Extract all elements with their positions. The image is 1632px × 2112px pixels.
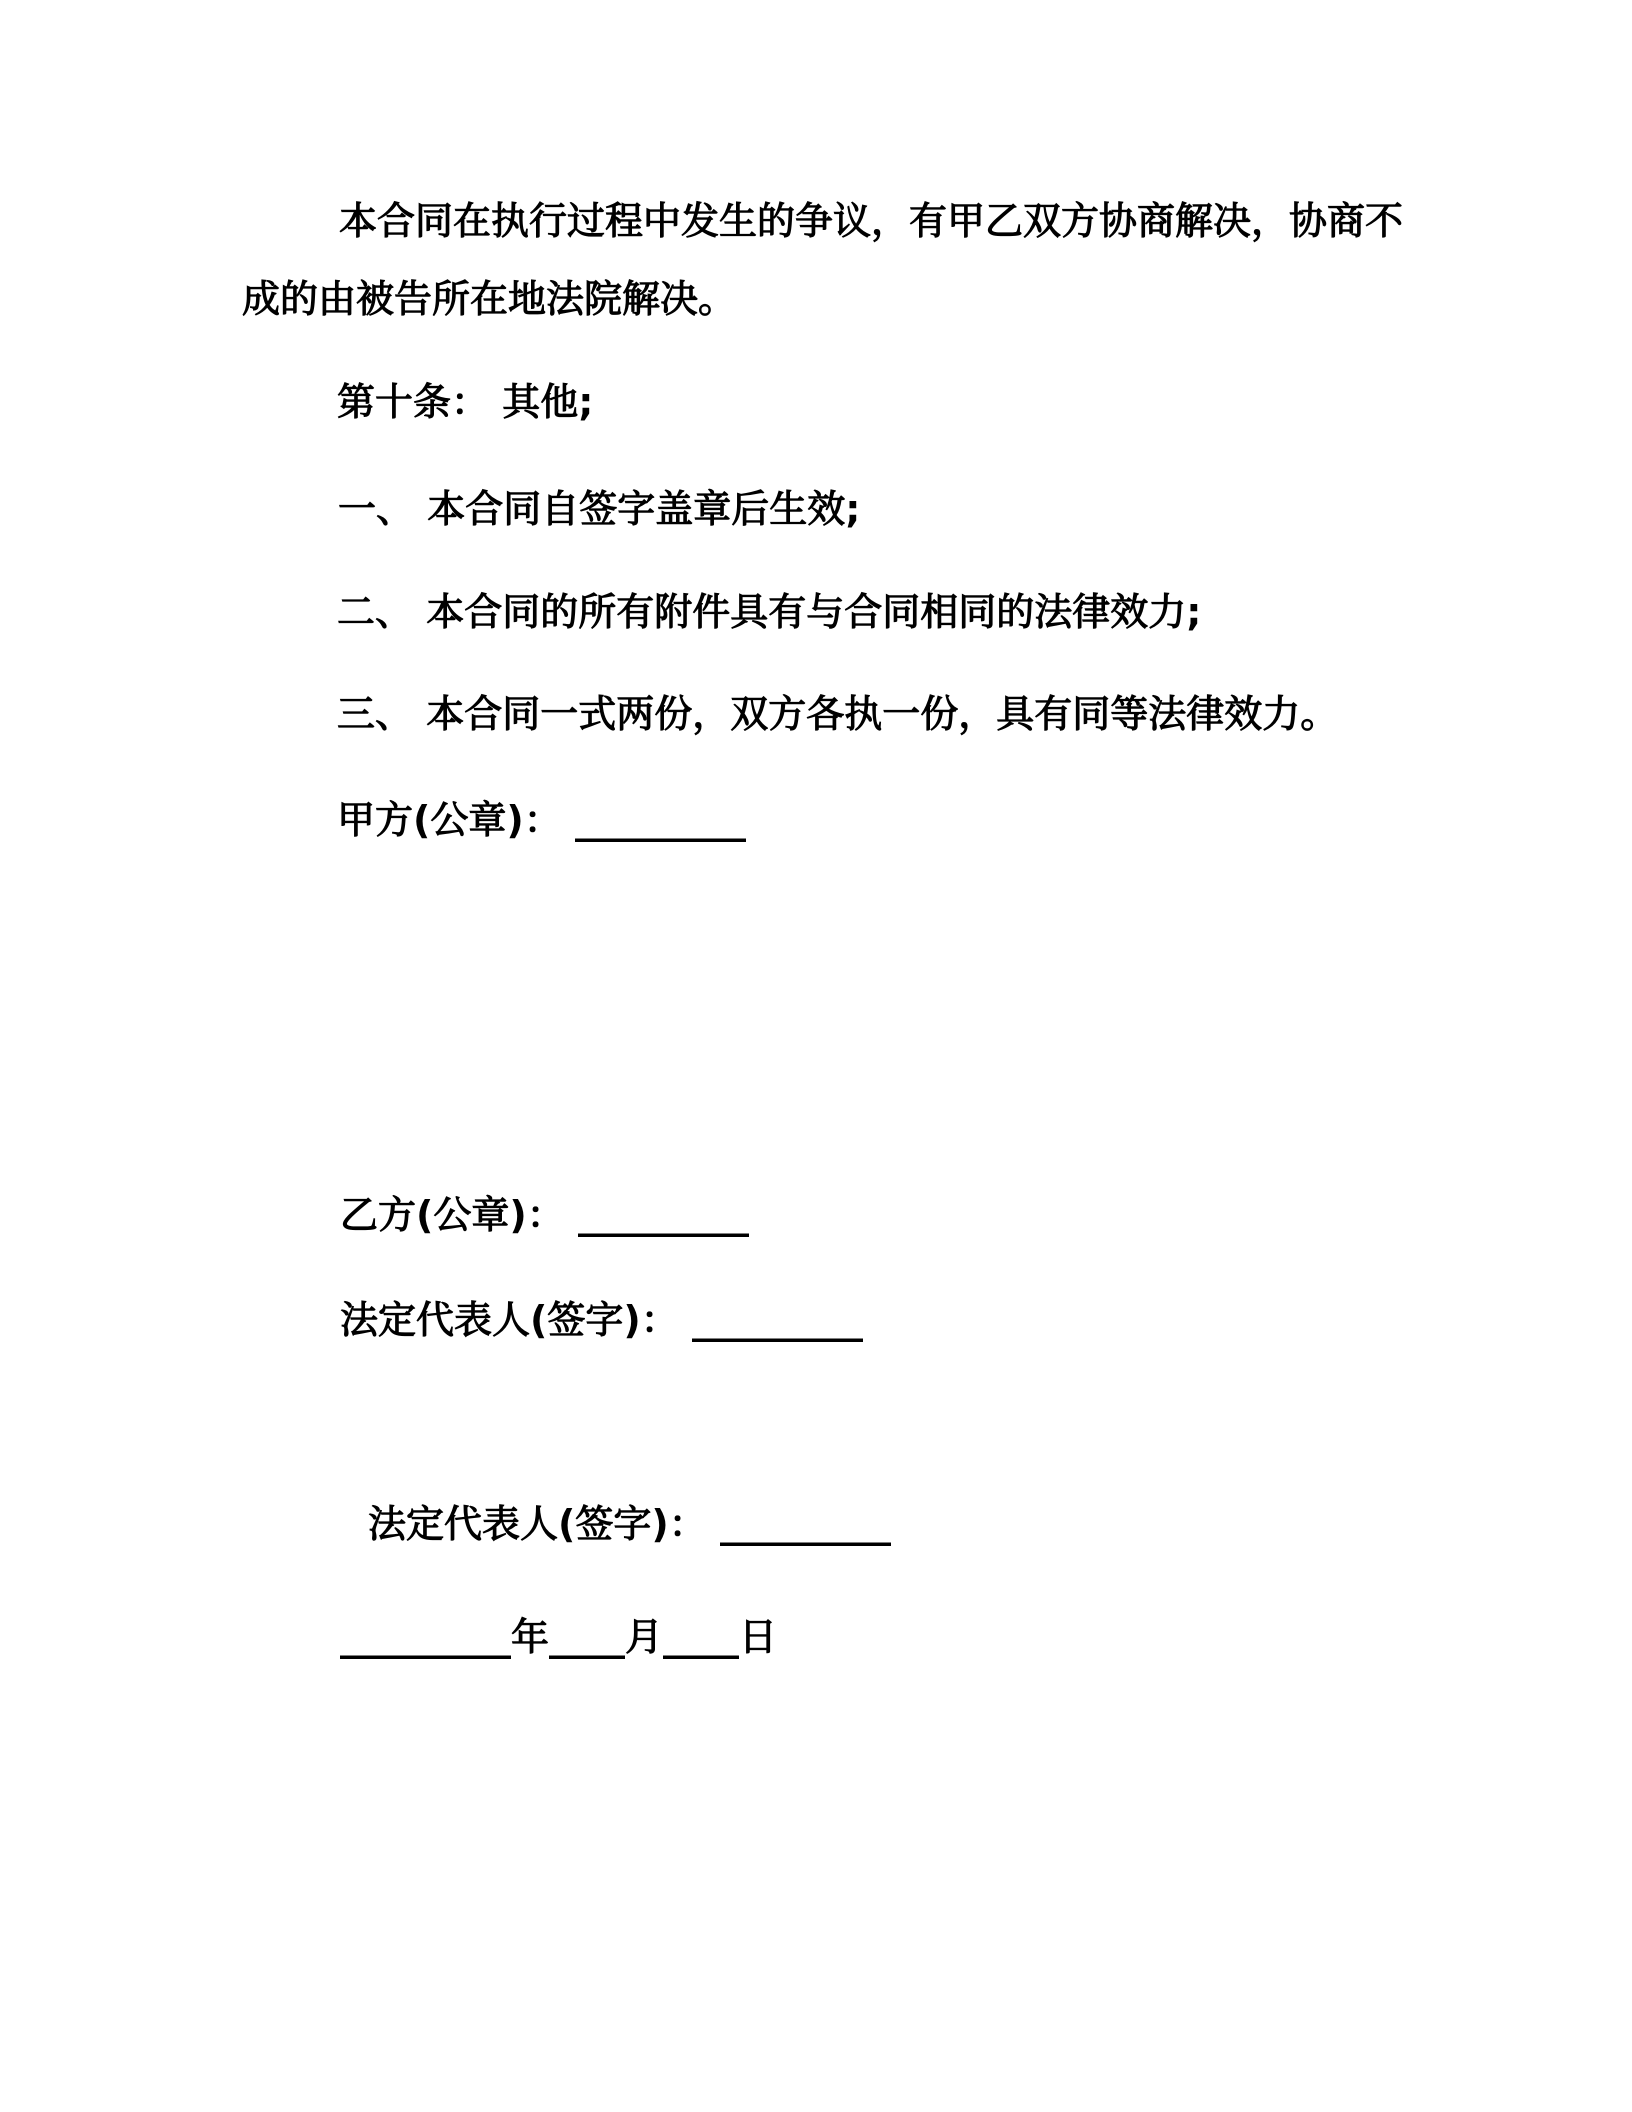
legal-representative-signature-line-2: 法定代表人(签字)： _________ (368, 1502, 891, 1546)
dispute-clause-line-1: 本合同在执行过程中发生的争议，有甲乙双方协商解决，协商不 (339, 199, 1404, 243)
article-10-item-2: 二、 本合同的所有附件具有与合同相同的法律效力; (337, 590, 1202, 634)
party-a-seal-line: 甲方(公章)： _________ (337, 798, 746, 842)
article-10-item-3: 三、 本合同一式两份，双方各执一份，具有同等法律效力。 (337, 692, 1339, 736)
date-blank-line: _________年____月____日 (340, 1615, 778, 1659)
article-10-heading: 第十条： 其他; (337, 380, 594, 424)
dispute-clause-line-2: 成的由被告所在地法院解决。 (242, 277, 737, 321)
article-10-item-1: 一、 本合同自签字盖章后生效; (338, 487, 861, 531)
legal-representative-signature-line-1: 法定代表人(签字)： _________ (340, 1298, 863, 1342)
party-b-seal-line: 乙方(公章)： _________ (340, 1193, 749, 1237)
